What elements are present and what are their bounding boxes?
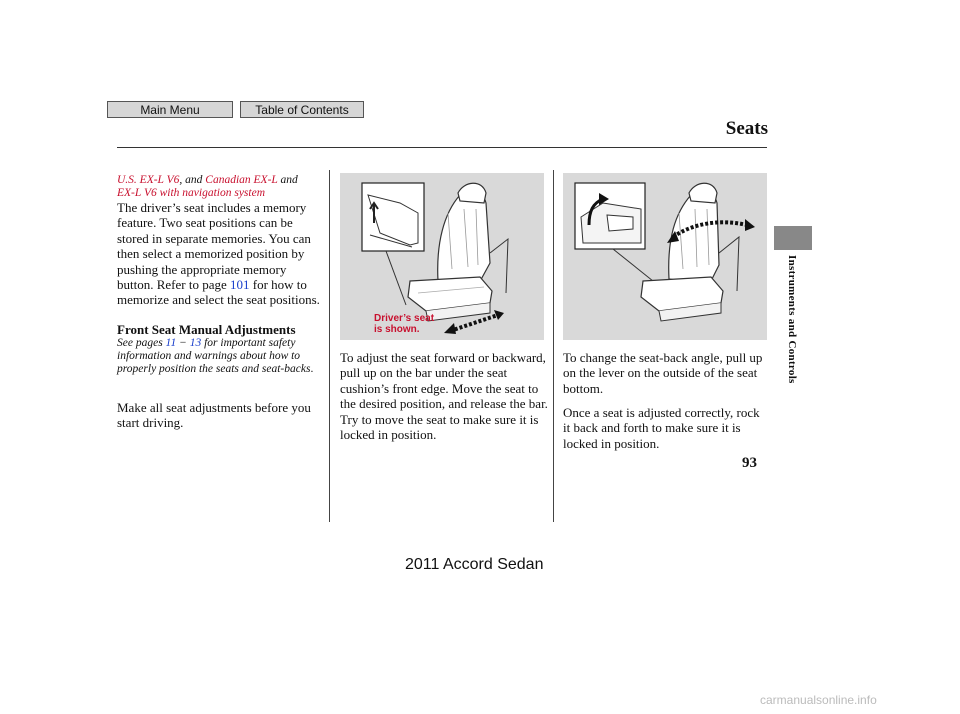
seat-recline-figure	[563, 173, 767, 340]
seat-recline-instructions: To change the seat-back angle, pull up on the lever on the outside of the seat bottom.	[563, 350, 763, 396]
model-link-canadian-exl[interactable]: Canadian EX-L	[205, 174, 278, 186]
page-link-13[interactable]: 13	[189, 337, 202, 349]
memory-paragraph: The driver’s seat includes a memory feature. Two seat positions can be stored in separate memories. You can then select a memorized position by pushing the appropriate memory button. Refer to page 101 for how to memorize and select the seat positions.	[117, 200, 320, 308]
seat-check-instructions: Once a seat is adjusted correctly, rock it back and forth to make sure it is locked in position.	[563, 405, 760, 451]
seat-slide-figure	[340, 173, 544, 340]
page-link-11[interactable]: 11	[165, 337, 177, 349]
model-applicability: U.S. EX-L V6, and Canadian EX-L and EX-L V6 with navigation system	[117, 174, 298, 200]
page-link-101[interactable]: 101	[230, 277, 250, 293]
adjust-before-driving: Make all seat adjustments before you start driving.	[117, 400, 311, 431]
model-link-us-exl-v6[interactable]: U.S. EX-L V6	[117, 174, 180, 186]
safety-reference: See pages 11 − 13 for important safety information and warnings about how to properly position the seats and seat-backs.	[117, 337, 314, 376]
seat-slide-instructions: To adjust the seat forward or backward, pull up on the bar under the seat cushion’s front edge. Move the seat to the desired position, and release the bar. Try to move the seat to make sure it is locked in position.	[340, 350, 548, 443]
model-watermark: 2011 Accord Sedan	[405, 556, 544, 573]
main-menu-button[interactable]: Main Menu	[107, 101, 233, 118]
table-of-contents-button[interactable]: Table of Contents	[240, 101, 364, 118]
site-footer: carmanualsonline.info	[760, 693, 877, 707]
chapter-tab[interactable]	[774, 226, 812, 250]
seat-recline-illustration	[563, 173, 767, 340]
chapter-label: Instruments and Controls	[786, 255, 798, 384]
model-link-exl-v6-nav[interactable]: EX-L V6 with navigation system	[117, 187, 266, 200]
page-number: 93	[742, 455, 757, 471]
front-seat-heading: Front Seat Manual Adjustments	[117, 322, 296, 337]
column-divider-1	[329, 170, 330, 522]
column-divider-2	[553, 170, 554, 522]
figure-caption: Driver’s seat is shown.	[374, 313, 435, 335]
seat-slide-illustration	[340, 173, 544, 340]
header-rule	[117, 147, 767, 148]
section-title: Seats	[725, 118, 768, 139]
